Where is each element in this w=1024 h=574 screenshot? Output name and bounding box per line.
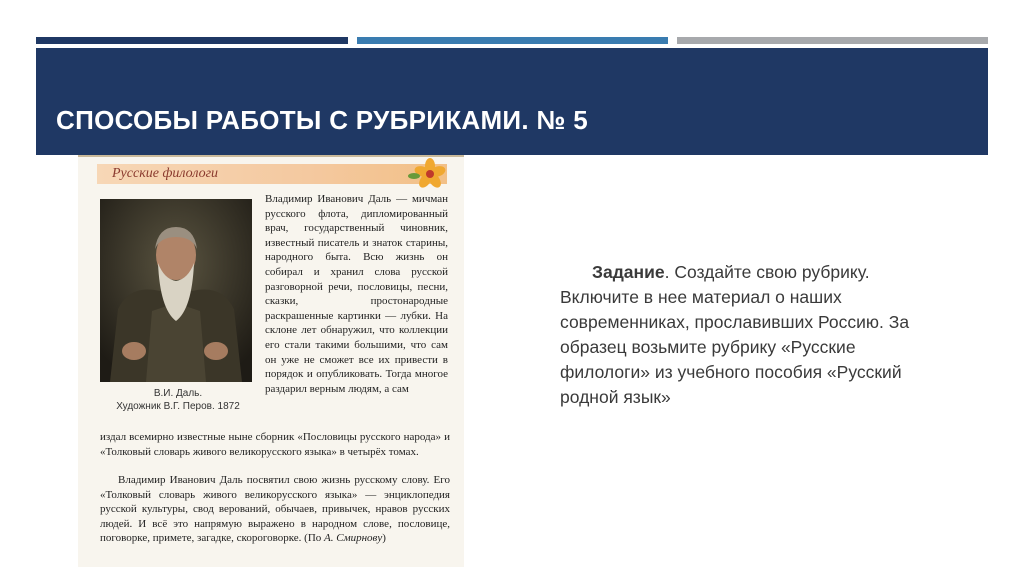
accent-bar-gray [677, 37, 988, 44]
paragraph2-end: ) [382, 532, 386, 545]
portrait-caption [98, 387, 258, 413]
slide-title: СПОСОБЫ РАБОТЫ С РУБРИКАМИ. № 5 [56, 105, 589, 135]
caption-name: В.И. Даль. [153, 388, 203, 399]
task-text-block [560, 260, 940, 410]
textbook-page-image [78, 155, 464, 567]
source-author: А. Смирнову [324, 532, 383, 545]
rubric-title: Русские филологи [112, 166, 219, 181]
title-banner [36, 48, 988, 155]
bio-paragraph-2 [100, 473, 450, 546]
task-label: Задание [592, 262, 665, 282]
bio-paragraph-top: Владимир Иванович Даль — мичман русского флота, дипломированный врач, государственный чиновник, известный писатель и знаток старины, народного быта. Всю жизнь он собирал и хранил слова русской разговорной речи, пословицы, песни, сказки, простонародные раскрашенные картинки — лубки. На склоне лет обнаружил, что коллекции его стали такими большими, что сам он уже не сможет все их привести в порядок и опубликовать. Тогда многое раздарил верным людям, а сам [265, 193, 448, 395]
flower-icon [408, 158, 450, 190]
dal-portrait [100, 199, 252, 382]
accent-bar-dark [36, 37, 348, 44]
bio-paragraph-continuation: издал всемирно известные ныне сборник «Пословицы русского народа» и «Толковый словарь живого великорусского языка» в четырёх томах. [100, 431, 450, 458]
accent-bar-blue [357, 37, 668, 44]
caption-artist: Художник В.Г. Перов. 1872 [116, 401, 240, 412]
task-description: . Создайте свою рубрику. Включите в нее материал о наших современниках, прославивших Россию. За образец возьмите рубрику «Русские филологи» из учебного пособия «Русский родной язык» [560, 262, 910, 407]
page-top-rule [78, 155, 464, 157]
paragraph2-text: Владимир Иванович Даль посвятил свою жизнь русскому слову. Его «Толковый словарь живого великорусского языка» — энциклопедия русской культуры, свод верований, обычаев, привычек, нравов русских людей. И всё это напрямую выражено в народном слове, пословице, поговорке, примете, загадке, скороговорке. (По [100, 474, 450, 545]
